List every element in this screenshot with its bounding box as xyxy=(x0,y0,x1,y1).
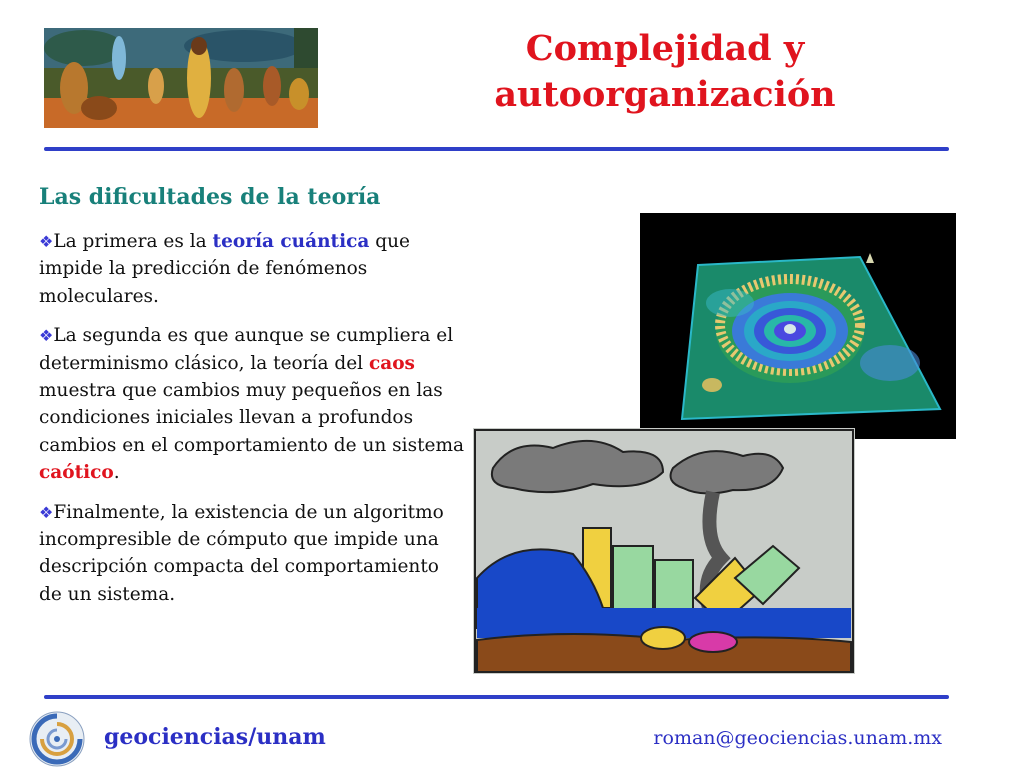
slide-title xyxy=(440,26,890,118)
diamond-bullet-icon: ❖ xyxy=(39,502,54,522)
bullet-item-quantum xyxy=(39,228,467,310)
footer-institution: geociencias/unam xyxy=(104,724,326,750)
diamond-bullet-icon: ❖ xyxy=(39,232,54,251)
bullet-text: que impide la predicción de fenómenos moleculares. xyxy=(39,231,410,307)
bullet-emphasis-quantum: teoría cuántica xyxy=(212,231,370,252)
bullet-item-chaos xyxy=(39,322,467,486)
geociencias-logo-icon xyxy=(28,710,86,768)
bullet-text: La primera es la xyxy=(53,231,213,252)
bullet-list xyxy=(39,228,467,620)
footer-divider xyxy=(44,695,949,699)
section-subtitle: Las dificultades de la teoría xyxy=(39,184,381,210)
bullet-text: muestra que cambios muy pequeños en las condiciones iniciales llevan a profundos cambios en el comportamiento de un sistema xyxy=(39,380,465,456)
bullet-emphasis-chaotic: caótico xyxy=(39,462,114,484)
header-painting-image xyxy=(44,28,318,128)
chaos-cartoon-image xyxy=(473,428,855,674)
bullet-text: . xyxy=(113,462,120,484)
footer-email: roman@geociencias.unam.mx xyxy=(653,727,942,749)
quantum-corral-image xyxy=(640,213,956,439)
bullet-text: La segunda es que aunque se cumpliera el determinismo clásico, la teoría del xyxy=(39,325,454,374)
bullet-item-algorithm xyxy=(39,499,467,609)
diamond-bullet-icon: ❖ xyxy=(39,326,54,346)
title-line-2: autoorganización xyxy=(494,74,836,115)
bullet-emphasis-chaos: caos xyxy=(368,352,415,374)
bullet-text: Finalmente, la existencia de un algoritmo incompresible de cómputo que impide una descripción compacta del comportamiento de un sistema. xyxy=(39,501,444,605)
title-line-1: Complejidad y xyxy=(525,28,805,69)
header-divider xyxy=(44,147,949,151)
